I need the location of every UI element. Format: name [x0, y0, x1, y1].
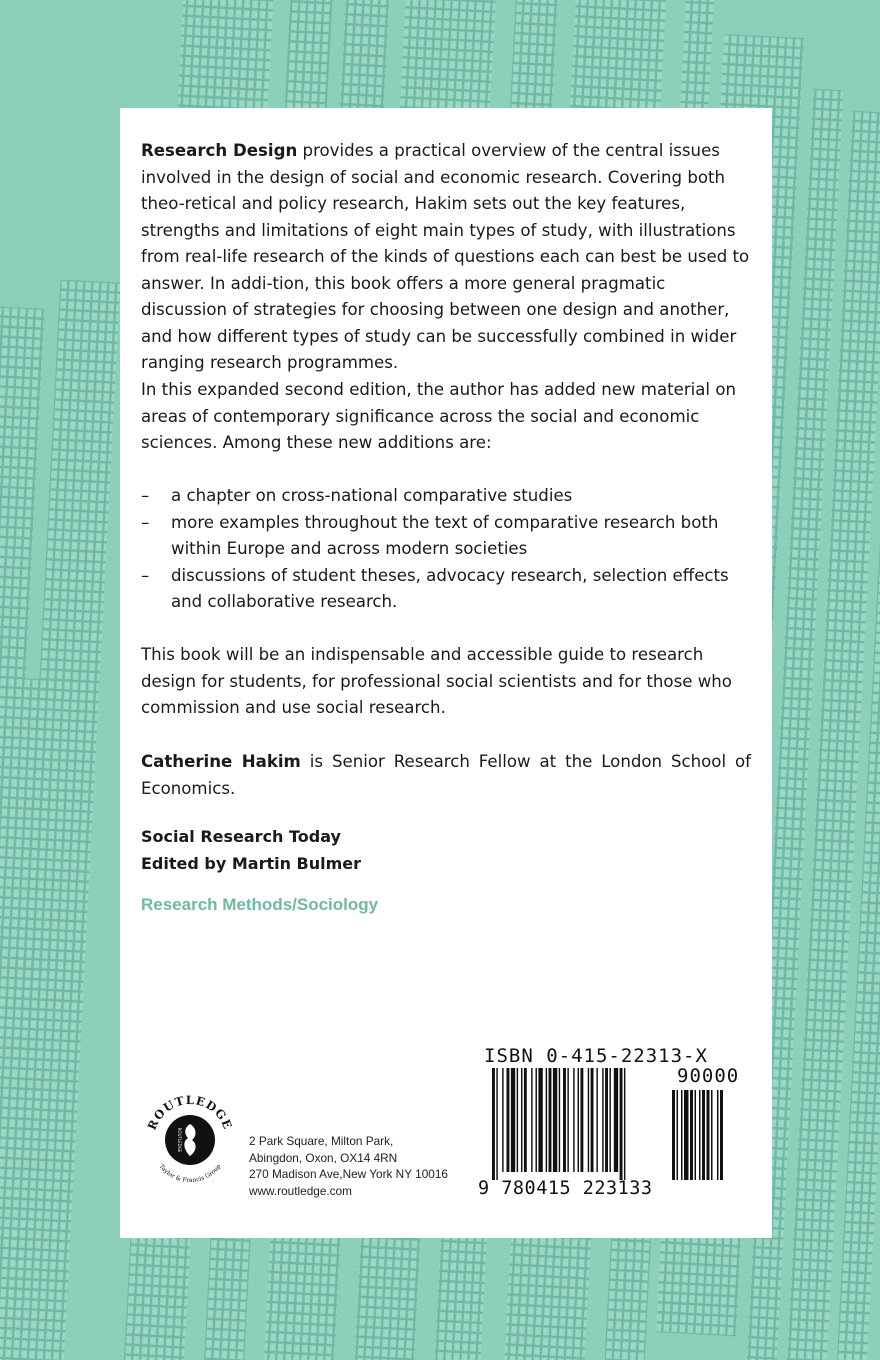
author-paragraph [141, 749, 751, 802]
list-dash: – [141, 565, 150, 585]
barcode-addon-bar [707, 1090, 710, 1180]
barcode-bar [549, 1068, 552, 1172]
subject-category: Research Methods/Sociology [141, 895, 379, 914]
series-info [141, 823, 361, 877]
list-item: – more examples throughout the text of comparative research both within Europe and across modern societies [141, 510, 753, 563]
barcode-bar [511, 1068, 515, 1172]
barcode-bar [517, 1068, 518, 1172]
barcode-bar [521, 1068, 522, 1172]
routledge-logo [140, 1088, 240, 1188]
barcode-bar [567, 1068, 568, 1172]
barcode-addon-bar [690, 1090, 693, 1180]
barcode-bar [538, 1068, 542, 1172]
barcode-bar [553, 1068, 557, 1172]
list-dash: – [141, 486, 150, 505]
barcode-addon-bar [702, 1090, 705, 1180]
intro-body: provides a practical overview of the central issues involved in the design of social and economic research. Covering both theo-retical and policy research, Hakim sets out the key features, strengths and limitations of eight main types of study, with illustrations from real-life research of the kinds of questions each can best be used to answer. In addi-tion, this book offers a more general pragmatic discussion of strategies for choosing between one design and another, and how different types of study can be successfully combined in wider ranging research programmes. [141, 141, 750, 372]
barcode-bar [524, 1068, 527, 1172]
barcode-addon-bar [684, 1090, 689, 1180]
barcode-bar [563, 1068, 566, 1172]
list-dash: – [141, 512, 150, 532]
barcode-bar [546, 1068, 547, 1172]
edition-paragraph: In this expanded second edition, the author has added new material on areas of contemporary significance across the social and economic sciences. Among these new additions are: [141, 380, 736, 452]
logo-group-text: Taylor & Francis Group [157, 1163, 223, 1185]
barcode-bar [580, 1068, 583, 1172]
barcode-number: 9 780415 223133 [478, 1178, 653, 1199]
barcode-bar [531, 1068, 532, 1172]
list-item: – a chapter on cross-national comparative studies [141, 483, 753, 510]
barcode-bar [559, 1068, 560, 1172]
barcode-bar [609, 1068, 610, 1172]
isbn-barcode [492, 1068, 762, 1180]
guide-paragraph: This book will be an indispensable and accessible guide to research design for students, for professional social scientists and for those who commission and use social research. [141, 645, 732, 717]
intro-paragraph [141, 138, 751, 377]
logo-ring-text: ROUTLEDGE [144, 1092, 236, 1132]
barcode-bar [496, 1068, 497, 1180]
barcode-addon-bar [711, 1090, 713, 1180]
barcode-addon-number: 90000 [677, 1065, 740, 1087]
barcode-addon-bar [717, 1090, 719, 1180]
barcode-bar [614, 1068, 618, 1172]
barcode-addon-bar [720, 1090, 723, 1180]
barcode-bar [602, 1068, 603, 1172]
isbn-label: ISBN 0-415-22313-X [484, 1045, 708, 1067]
logo-inner-text: ROUTLEDGE [177, 1127, 182, 1153]
barcode-bar [591, 1068, 594, 1172]
barcode-bar [573, 1068, 574, 1172]
barcode-bar [492, 1068, 495, 1180]
series-name: Social Research Today [141, 827, 341, 846]
book-title: Research Design [141, 141, 298, 160]
barcode-addon-bar [677, 1090, 679, 1180]
barcode-bar [605, 1068, 608, 1172]
author-name: Catherine Hakim [141, 752, 301, 771]
barcode-bar [596, 1068, 597, 1172]
barcode-bar [624, 1068, 625, 1180]
barcode-bar [502, 1068, 503, 1172]
author-bio: is Senior Research Fellow at the London School of Economics. [141, 752, 751, 798]
barcode-bar [620, 1068, 623, 1180]
series-editor: Edited by Martin Bulmer [141, 854, 362, 873]
list-item: – discussions of student theses, advocacy research, selection effects and collaborative research. [141, 563, 753, 616]
barcode-bar [507, 1068, 510, 1172]
publisher-website: www.routledge.com [249, 1183, 352, 1198]
barcode-bar [588, 1068, 589, 1172]
barcode-addon-bar [695, 1090, 697, 1180]
svg-text:Taylor & Francis Group [158, 1163, 223, 1184]
back-cover-panel [120, 108, 772, 1238]
barcode-bar [578, 1068, 579, 1172]
additions-list [141, 483, 753, 616]
barcode-addon-bar [672, 1090, 675, 1180]
barcode-bar [536, 1068, 537, 1172]
barcode-addon-bar [699, 1090, 701, 1180]
publisher-address: 2 Park Square, Milton Park, Abingdon, Oxon, OX14 4RN 270 Madison Ave,New York NY 10016 www.routledge.com [249, 1134, 448, 1198]
barcode-addon-bar [681, 1090, 683, 1180]
